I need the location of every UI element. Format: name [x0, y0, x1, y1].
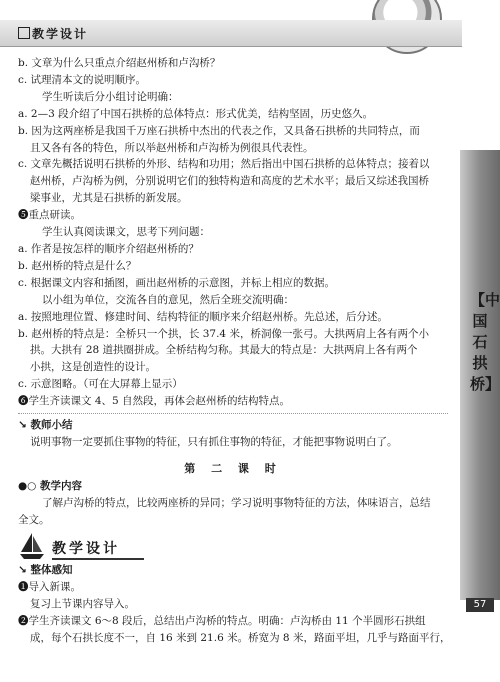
- arrow-icon: ↘: [18, 564, 31, 577]
- text-line: c. 文章先概括说明石拱桥的外形、结构和功用；然后指出中国石拱桥的总体特点；接着以: [18, 158, 430, 171]
- text-line: 了解卢沟桥的特点，比较两座桥的异同；学习说明事物特征的方法，体味语言，总结: [42, 496, 431, 509]
- text-line: c. 示意图略。（可在大屏幕上显示）: [18, 378, 183, 391]
- text-line: a. 2—3 段介绍了中国石拱桥的总体特点：形式优美，结构坚固，历史悠久。: [18, 107, 374, 120]
- summary-title: 教师小结: [30, 419, 73, 432]
- second-lesson-title: 第 二 课 时: [184, 461, 282, 475]
- text-line: c. 根据课文内容和插图，画出赵州桥的示意图，并标上相应的数据。: [18, 276, 336, 289]
- text-line: c. 试理清本文的说明顺序。: [18, 73, 147, 86]
- header-square-icon: [18, 27, 30, 39]
- text-line: 学生听读后分小组讨论明确：: [42, 90, 179, 103]
- text-line: b. 文章为什么只重点介绍赵州桥和卢沟桥？: [18, 57, 221, 69]
- design-title: 教学设计: [52, 538, 144, 560]
- text-line: b. 赵州桥的特点是什么？: [18, 259, 137, 272]
- text-line: a. 作者是按怎样的顺序介绍赵州桥的？: [18, 242, 199, 255]
- side-tab-title: 【中国石拱桥】: [470, 291, 500, 393]
- section-label: 教学设计: [32, 27, 89, 41]
- text-line: 学生认真阅读课文，思考下列问题：: [42, 226, 210, 239]
- design-heading-row: [18, 532, 448, 560]
- text-line: b. 因为这两座桥是我国千万座石拱桥中杰出的代表之作，又具备石拱桥的共同特点，而: [18, 124, 420, 137]
- text-line: 拱。大拱有 28 道拱圈拼成。全桥结构匀称。其最大的特点是：大拱两肩上各有两个: [30, 344, 418, 357]
- content-heading-row: [18, 478, 448, 495]
- text-line: ❷学生齐读课文 6～8 段后，总结出卢沟桥的特点。明确：卢沟桥由 11 个半圆形石拱组: [18, 615, 426, 628]
- text-line: ❻学生齐读课文 4、5 自然段，再体会赵州桥的结构特点。: [18, 395, 291, 408]
- text-line: 小拱，这是创造性的设计。: [30, 361, 156, 374]
- text-line: 复习上节课内容导入。: [30, 598, 135, 611]
- content-heading: 教学内容: [39, 479, 82, 492]
- summary-text: 说明事物一定要抓住事物的特征，只有抓住事物的特征，才能把事物说明白了。: [30, 435, 398, 448]
- perception-heading: 整体感知: [30, 564, 73, 577]
- page-content: [18, 55, 451, 647]
- page-number: 57: [466, 598, 494, 612]
- text-line: 且又各有各的特色，所以举赵州桥和卢沟桥为例很具代表性。: [30, 141, 314, 154]
- arrow-icon: ↘: [18, 419, 31, 432]
- text-line: 成，每个石拱长度不一，自 16 米到 21.6 米。桥宽为 8 米，路面平坦，几乎与路面平行，: [30, 632, 451, 645]
- text-line: ❺重点研读。: [18, 209, 81, 222]
- bullet-icon: ●○: [18, 479, 40, 492]
- text-line: 以小组为单位，交流各自的意见，然后全班交流明确：: [42, 293, 294, 306]
- text-line: b. 赵州桥的特点是：全桥只一个拱，长 37.4 米，桥洞像一张弓。大拱两肩上各有两个小: [18, 327, 429, 340]
- summary-heading: [18, 417, 448, 434]
- sailboat-icon: [18, 532, 46, 560]
- perception-heading-row: [18, 562, 448, 579]
- text-line: 全文。: [18, 513, 50, 526]
- text-line: 赵州桥，卢沟桥为例，分别说明它们的独特构造和高度的艺术水平；最后又综述我国桥: [30, 175, 429, 188]
- text-line: ❶导入新课。: [18, 581, 81, 594]
- divider: [18, 413, 448, 414]
- text-line: 梁事业，尤其是石拱桥的新发展。: [30, 192, 188, 205]
- text-line: a. 按照地理位置、修建时间、结构特征的顺序来介绍赵州桥。先总述，后分述。: [18, 310, 388, 323]
